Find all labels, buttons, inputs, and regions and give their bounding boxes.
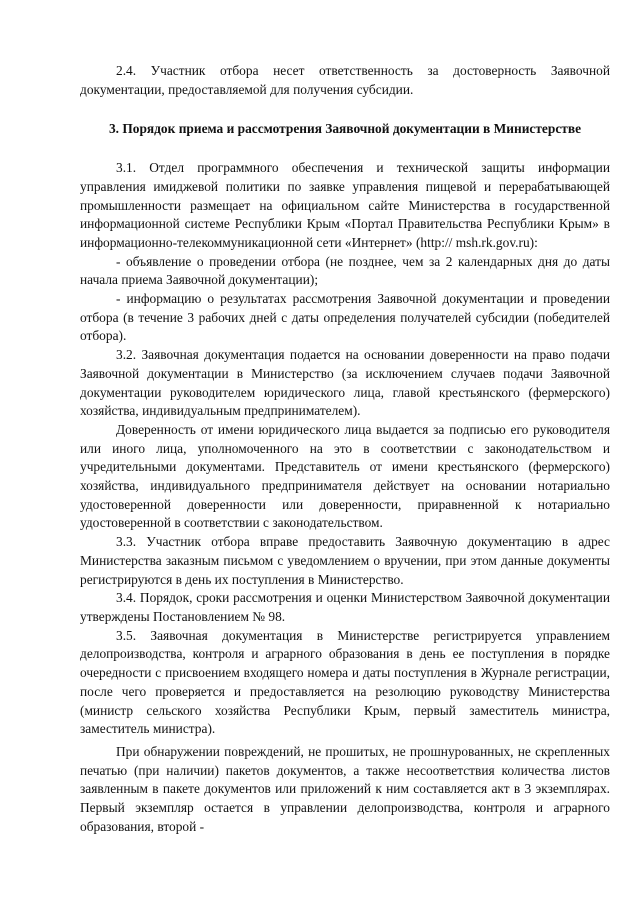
paragraph-power-of-attorney: Доверенность от имени юридического лица выдается за подписью его руководителя или иного лица, уполномоченного на это в соответствии с законодательством и учредительными документами. Представитель от имени крестьянского (фермерского) хозяйства, индивидуального предпринимателя действует на основании нотариально удостоверенной доверенности или доверенности, приравненной к нотариально удостоверенной в соответствии с законодательством. [80,421,610,531]
list-item-announcement: - объявление о проведении отбора (не позднее, чем за 2 календарных дня до даты начала приема Заявочной документации); [80,253,610,288]
paragraph-3-2: 3.2. Заявочная документация подается на основании доверенности на право подачи Заявочной документации в Министерство (за исключением случаев подачи Заявочной документации руководителем юридического лица, главой крестьянского (фермерского) хозяйства, индивидуальным предпринимателем). [80,347,610,419]
paragraph-damage-act: При обнаружении повреждений, не прошитых, не прошнурованных, не скрепленных печатью (при наличии) пакетов документов, а также несоответствия количества листов заявленным в пакете документов или приложений к ним составляется акт в 3 экземплярах. Первый экземпляр остается в управлении делопроизводства, контроля и аграрного образования, второй - [80,743,610,834]
paragraph-3-1: 3.1. Отдел программного обеспечения и технической защиты информации управления имиджевой политики по заявке управления пищевой и перерабатывающей промышленности размещает на официальном сайте Министерства в государственной информационной системе Республики Крым «Портал Правительства Республики Крым» в информационно-телекоммуникационной сети «Интернет» (http:// msh.rk.gov.ru): [80,160,610,250]
section-3-heading: 3. Порядок приема и рассмотрения Заявочной документации в Министерстве [108,121,582,137]
paragraph-2-4: 2.4. Участник отбора несет ответственность за достоверность Заявочной документации, предоставляемой для получения субсидии. [80,63,610,97]
paragraph-3-5: 3.5. Заявочная документация в Министерстве регистрируется управлением делопроизводства, контроля и аграрного образования в день ее поступления в порядке очередности с присвоением входящего номера и даты поступления в Журнале регистрации, после чего проверяется и предоставляется на резолюцию руководству Министерства (министр сельского хозяйства Республики Крым, первый заместитель министра, заместитель министра). [80,627,610,737]
document-body [80,62,610,836]
paragraph-3-3: 3.3. Участник отбора вправе предоставить Заявочную документацию в адрес Министерства заказным письмом с уведомлением о вручении, при этом данные документы регистрируются в день их поступления в Министерство. [80,534,610,587]
paragraph-3-4: 3.4. Порядок, сроки рассмотрения и оценки Министерством Заявочной документации утверждены Постановлением № 98. [80,590,610,624]
list-item-results: - информацию о результатах рассмотрения Заявочной документации и проведении отбора (в течение 3 рабочих дней с даты определения получателей субсидии (победителей отбора). [80,291,610,344]
